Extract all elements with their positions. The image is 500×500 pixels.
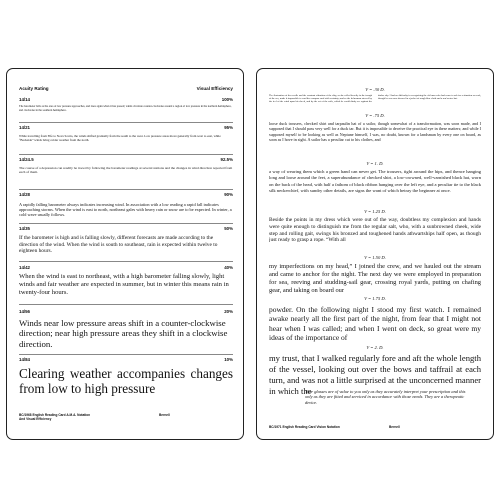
efficiency-value: 92.5% xyxy=(220,157,233,162)
acuity-row-14-84 xyxy=(19,357,233,415)
publisher-name: Bernell xyxy=(389,425,400,429)
divider xyxy=(19,122,233,123)
reading-paragraph: Beside the points in my dress which were out of the way, doubtless my complexion and hands were quite enough to distinguish me from the regular salt, who, with a sunbrowned cheek, wide step and rolling gait, swings his bronzed and toughened hands athwartships half open, as though just ready to grasp a rope. “With all xyxy=(269,217,481,244)
acuity-row-14-28 xyxy=(19,192,233,224)
reading-paragraph: Winds near low pressure areas shift in a counter-clockwise direction; near high pressure areas they shift in a clockwise direction. xyxy=(19,318,228,349)
card-code: BC/1971 English Reading Card Vision Notation xyxy=(269,425,340,429)
divider xyxy=(19,261,233,262)
reading-paragraph: Clearing weather accompanies changes from low to high pressure xyxy=(19,366,233,397)
reading-paragraph: my trust, that I walked regularly fore and aft the whole length of the vessel, looking out over the bows and taffrail at each turn, and was not a little surprised at the unconcerned manner in which the xyxy=(269,353,481,396)
acuity-value: 14/14 xyxy=(19,97,30,102)
reading-paragraph: While travelling from Fife to Nova Scotia, the winds shifted gradually from the south to the west. Low pressure areas move generally from west to east, while “Backside” winds bring colder weather from the north. xyxy=(19,134,221,143)
reading-paragraph: The course of a depression can readily be traced by following the barometer readings at several stations and the changes in wind direction reported from each of them. xyxy=(19,166,233,175)
divider xyxy=(19,304,233,305)
reading-paragraph: When the wind is east to northeast, with a high barometer falling slowly, light winds and fair weather are expected in summer, but in winter this means rain in twenty-four hours. xyxy=(19,273,229,296)
vision-label: V = 1.50 D. xyxy=(364,255,386,260)
reading-paragraph: The barometer falls as the area of low pressure approaches, and rises again when it has passed; winds circulate counter-clockwise around a region of low pressure in the northern hemisphere, and clockwise in the southern hemisphere. xyxy=(19,105,232,112)
acuity-value: 14/21 xyxy=(19,125,30,130)
vision-label: V = 2. D. xyxy=(366,345,384,350)
reading-paragraph: A rapidly falling barometer always indicates increasing wind. In association with a low reading a rapid fall indicates approaching storms. When the wind is east to north, northeast gales with heavy rain or snow are to be expected. In winter, a cold wave usually follows. xyxy=(19,202,232,218)
acuity-row-14-56 xyxy=(19,309,233,355)
divider xyxy=(19,354,233,355)
card-code: BC/1968 English Reading Card A.M.A. Notation And Visual Efficiency xyxy=(19,413,91,422)
reading-paragraph: loose duck trousers, checked shirt and tarpaulin hat of a sailor, though somewhat of a transformation, was soon made, and I supposed that I should pass very well for a duck tar. But it is impossible to deceive the practical eye in these matters; and while I supposed myself to be looking as well as Neptune himself, I was, no doubt, known for a landsman by every one on board, as soon as I hove in sight. A sailor has a peculiar cut to his clothes, and xyxy=(269,121,481,142)
efficiency-value: 50% xyxy=(224,226,233,231)
vision-label: V = 1.75 D. xyxy=(364,296,386,301)
card-footer xyxy=(19,413,233,425)
acuity-row-14-24-5 xyxy=(19,157,233,190)
vision-label: V = 1.25 D. xyxy=(364,209,386,214)
reading-paragraph: powder. On the following night I stood my first watch. I remained awake nearly all the first part of the night, from fear that I might not hear when I was called; and when I went on deck, so great were my ideas of the importance of xyxy=(269,305,481,343)
acuity-row-14-14 xyxy=(19,97,233,123)
efficiency-value: 100% xyxy=(221,97,233,102)
reading-paragraph: If the barometer is high and is falling slowly, different forecasts are made according to the direction of the wind. When the wind is south to southeast, rain is expected within twelve to eighteen hours. xyxy=(19,235,218,254)
efficiency-value: 10% xyxy=(224,357,233,362)
reading-card-vision-notation xyxy=(256,68,494,440)
card-header xyxy=(19,86,233,94)
acuity-rating-heading: Acuity Rating xyxy=(19,86,49,91)
vision-label: V = 1. D. xyxy=(366,161,384,166)
divider xyxy=(19,154,233,155)
efficiency-value: 40% xyxy=(224,265,233,270)
acuity-row-14-21 xyxy=(19,125,233,155)
publisher-name: Bernell xyxy=(159,413,170,417)
acuity-value: 14/84 xyxy=(19,357,30,362)
efficiency-value: 95% xyxy=(224,125,233,130)
acuity-value: 14/56 xyxy=(19,309,30,314)
efficiency-value: 90% xyxy=(224,192,233,197)
acuity-value: 14/35 xyxy=(19,226,30,231)
acuity-value: 14/28 xyxy=(19,192,30,197)
acuity-value: 14/24.5 xyxy=(19,157,34,162)
efficiency-value: 20% xyxy=(224,309,233,314)
divider xyxy=(19,189,233,190)
reading-paragraph: The fluctuation of the needle and the constant vibration of the ship, as she rolled heavily in the trough of the sea, made it impossible to read the compass card with certainty; and so the helmsman steered by the feel of the wind upon his cheek, and by the set of the sails, which he could dimly see against the darker sky. I had no difficulty in recognizing the old man who had come to ask for a situation as cook, though he was now dressed in a jacket of rough blue cloth and a sou'wester hat. xyxy=(269,94,481,104)
visual-efficiency-heading: Visual Efficiency xyxy=(196,86,233,91)
therapeutic-notice: Your glasses are of value to you only as they accurately interpret your prescription and this only as they are fitted and serviced in accordance with those needs. They are a therapeutic device. xyxy=(305,389,466,405)
acuity-value: 14/42 xyxy=(19,265,30,270)
divider xyxy=(19,223,233,224)
vision-label: V = .30 D. xyxy=(365,87,385,92)
acuity-row-14-42 xyxy=(19,265,233,305)
reading-paragraph: a way of wearing them which a green hand can never get. The trousers, tight around the hips, and thence hanging long and loose around the feet, a superabundance of checked shirt, a low-crowned, well-varnished black hat, worn on the back of the head, with half a fathom of black ribbon hanging over the left eye, and a peculiar tie to the black silk neckerchief, with sundry other details, are signs the want of which betray the beginner at once. xyxy=(269,169,481,193)
reading-paragraph: my imperfections on my head,” I joined the crew, and we hauled out the stream and came to anchor for the night. The next day we were employed in preparation for sea, reeving and studding-sail gear, crossing royal yards, putting on chafing gear, and taking on board our xyxy=(269,263,481,294)
reading-card-ama-notation xyxy=(6,68,244,440)
vision-label: V = .75 D. xyxy=(365,113,385,118)
acuity-row-14-35 xyxy=(19,226,233,262)
